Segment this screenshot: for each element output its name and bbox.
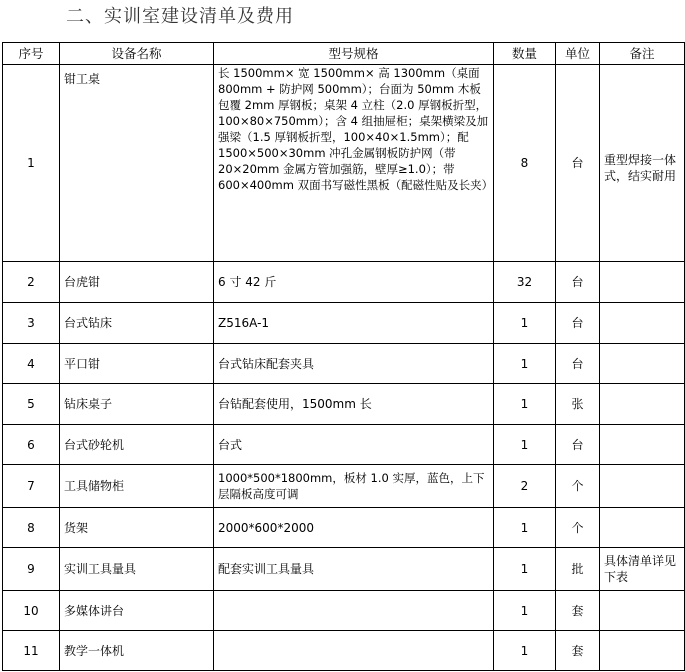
table-row	[3, 425, 685, 465]
cell-unit: 台	[556, 65, 600, 262]
cell-qty: 1	[494, 548, 556, 591]
cell-note	[600, 465, 685, 508]
cell-qty: 1	[494, 425, 556, 465]
header-no: 序号	[3, 43, 60, 65]
equipment-table	[2, 42, 685, 671]
cell-note	[600, 631, 685, 671]
cell-qty: 1	[494, 508, 556, 548]
cell-no: 8	[3, 508, 60, 548]
header-spec: 型号规格	[214, 43, 494, 65]
table-row	[3, 631, 685, 671]
cell-unit: 台	[556, 262, 600, 303]
table-row	[3, 548, 685, 591]
table-row	[3, 465, 685, 508]
cell-note	[600, 344, 685, 384]
cell-unit: 套	[556, 591, 600, 631]
cell-spec	[214, 631, 494, 671]
header-name: 设备名称	[60, 43, 214, 65]
cell-qty: 1	[494, 344, 556, 384]
cell-note: 具体清单详见下表	[600, 548, 685, 591]
cell-name: 实训工具量具	[60, 548, 214, 591]
cell-no: 11	[3, 631, 60, 671]
cell-no: 7	[3, 465, 60, 508]
cell-note	[600, 384, 685, 425]
cell-no: 5	[3, 384, 60, 425]
cell-name: 台式钻床	[60, 303, 214, 344]
cell-qty: 1	[494, 384, 556, 425]
cell-note	[600, 591, 685, 631]
cell-name: 平口钳	[60, 344, 214, 384]
cell-spec	[214, 591, 494, 631]
cell-name: 多媒体讲台	[60, 591, 214, 631]
cell-note: 重型焊接一体式，结实耐用	[600, 65, 685, 262]
table-row	[3, 262, 685, 303]
cell-name: 钻床桌子	[60, 384, 214, 425]
cell-spec: 台式	[214, 425, 494, 465]
cell-unit: 批	[556, 548, 600, 591]
cell-qty: 1	[494, 631, 556, 671]
table-row	[3, 384, 685, 425]
cell-unit: 套	[556, 631, 600, 671]
cell-name: 台式砂轮机	[60, 425, 214, 465]
table-row	[3, 508, 685, 548]
cell-spec: 台钻配套使用，1500mm 长	[214, 384, 494, 425]
cell-note	[600, 508, 685, 548]
cell-no: 10	[3, 591, 60, 631]
cell-spec: 配套实训工具量具	[214, 548, 494, 591]
table-row	[3, 591, 685, 631]
header-unit: 单位	[556, 43, 600, 65]
cell-unit: 张	[556, 384, 600, 425]
section-heading: 二、实训室建设清单及费用	[66, 6, 294, 27]
cell-name: 钳工桌	[60, 65, 214, 262]
cell-unit: 个	[556, 465, 600, 508]
cell-spec: 台式钻床配套夹具	[214, 344, 494, 384]
cell-spec: 长 1500mm× 宽 1500mm× 高 1300mm（桌面 800mm + 防护网 500mm）；台面为 50mm 木板包覆 2mm 厚钢板；桌架 4 立柱（2.0 厚钢板折型，100×80×750mm）；含 4 组抽屉柜；桌架横梁及加强梁（1.5 厚钢板折型，100×40×1.5mm）；配 1500×500×30mm 冲孔金属钢板防护网（带 20×20mm 金属方管加强筋，壁厚≥1.0）；带 600×400mm 双面书写磁性黑板（配磁性贴及长夹）	[214, 65, 494, 262]
cell-no: 9	[3, 548, 60, 591]
cell-note	[600, 425, 685, 465]
cell-name: 货架	[60, 508, 214, 548]
cell-qty: 32	[494, 262, 556, 303]
cell-name: 教学一体机	[60, 631, 214, 671]
table-header-row	[3, 43, 685, 65]
cell-spec: 1000*500*1800mm，板材 1.0 实厚，蓝色，上下层隔板高度可调	[214, 465, 494, 508]
table-row	[3, 65, 685, 262]
header-note: 备注	[600, 43, 685, 65]
header-qty: 数量	[494, 43, 556, 65]
cell-unit: 台	[556, 425, 600, 465]
cell-no: 2	[3, 262, 60, 303]
cell-unit: 台	[556, 303, 600, 344]
cell-qty: 2	[494, 465, 556, 508]
cell-qty: 1	[494, 303, 556, 344]
cell-unit: 台	[556, 344, 600, 384]
table-row	[3, 344, 685, 384]
cell-name: 台虎钳	[60, 262, 214, 303]
cell-no: 3	[3, 303, 60, 344]
table-row	[3, 303, 685, 344]
cell-no: 4	[3, 344, 60, 384]
cell-qty: 1	[494, 591, 556, 631]
cell-qty: 8	[494, 65, 556, 262]
cell-unit: 个	[556, 508, 600, 548]
cell-note	[600, 303, 685, 344]
cell-spec: Z516A-1	[214, 303, 494, 344]
cell-spec: 2000*600*2000	[214, 508, 494, 548]
cell-note	[600, 262, 685, 303]
cell-no: 1	[3, 65, 60, 262]
cell-no: 6	[3, 425, 60, 465]
cell-name: 工具储物柜	[60, 465, 214, 508]
cell-spec: 6 寸 42 斤	[214, 262, 494, 303]
